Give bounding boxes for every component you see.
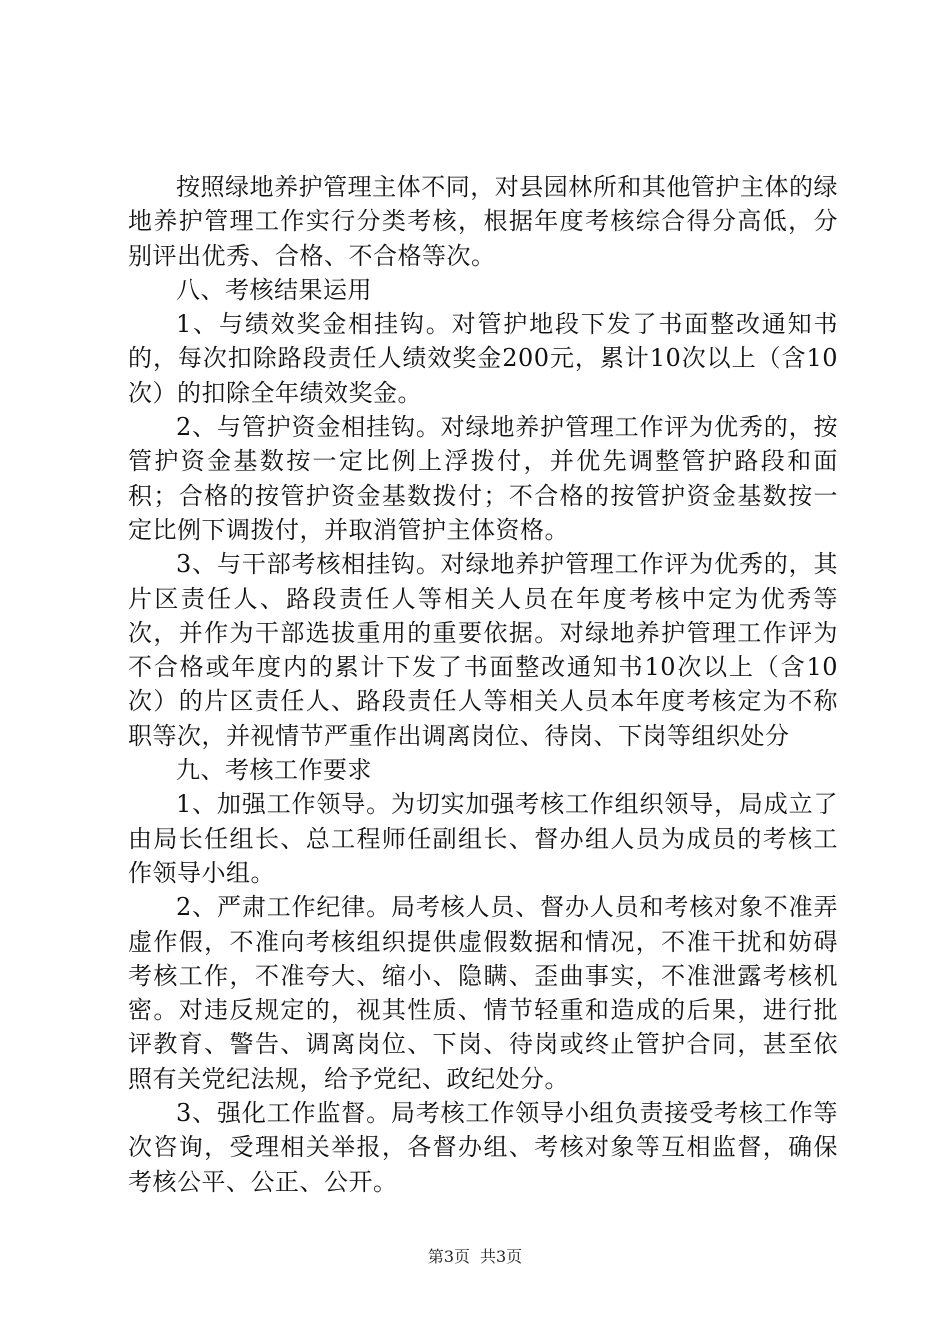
paragraph-leadership: 1、加强工作领导。为切实加强考核工作组织领导，局成立了由局长任组长、总工程师任副组长、督办组人员为成员的考核工作领导小组。 bbox=[128, 790, 838, 887]
page-total: 共3页 bbox=[480, 1247, 523, 1266]
page-number: 第3页 bbox=[427, 1247, 470, 1266]
paragraph-funds: 2、与管护资金相挂钩。对绿地养护管理工作评为优秀的，按管护资金基数按一定比例上浮拨付，并优先调整管护路段和面积；合格的按管护资金基数拨付；不合格的按管护资金基数按一定比例下调拨付，并取消管护主体资格。 bbox=[128, 413, 838, 544]
paragraph-cadre: 3、与干部考核相挂钩。对绿地养护管理工作评为优秀的，其片区责任人、路段责任人等相关人员在年度考核中定为优秀等次，并作为干部选拔重用的重要依据。对绿地养护管理工作评为不合格或年度内的累计下发了书面整改通知书10次以上（含10次）的片区责任人、路段责任人等相关人员本年度考核定为不称职等次，并视情节严重作出调离岗位、待岗、下岗等组织处分 bbox=[128, 550, 838, 750]
paragraph-bonus: 1、与绩效奖金相挂钩。对管护地段下发了书面整改通知书的，每次扣除路段责任人绩效奖金200元，累计10次以上（含10次）的扣除全年绩效奖金。 bbox=[128, 310, 838, 407]
section-heading-9: 九、考核工作要求 bbox=[176, 756, 372, 785]
paragraph-classification: 按照绿地养护管理主体不同，对县园林所和其他管护主体的绿地养护管理工作实行分类考核，根据年度考核综合得分高低，分别评出优秀、合格、不合格等次。 bbox=[128, 173, 838, 270]
paragraph-supervision: 3、强化工作监督。局考核工作领导小组负责接受考核工作等次咨询，受理相关举报，各督办组、考核对象等互相监督，确保考核公平、公正、公开。 bbox=[128, 1099, 838, 1196]
paragraph-discipline: 2、严肃工作纪律。局考核人员、督办人员和考核对象不准弄虚作假，不准向考核组织提供虚假数据和情况，不准干扰和妨碍考核工作，不准夸大、缩小、隐瞒、歪曲事实，不准泄露考核机密。对违反规定的，视其性质、情节轻重和造成的后果，进行批评教育、警告、调离岗位、下岗、待岗或终止管护合同，甚至依照有关党纪法规，给予党纪、政纪处分。 bbox=[128, 893, 838, 1093]
section-heading-8: 八、考核结果运用 bbox=[176, 275, 372, 304]
document-body bbox=[128, 170, 838, 1199]
page-footer bbox=[0, 1244, 950, 1267]
